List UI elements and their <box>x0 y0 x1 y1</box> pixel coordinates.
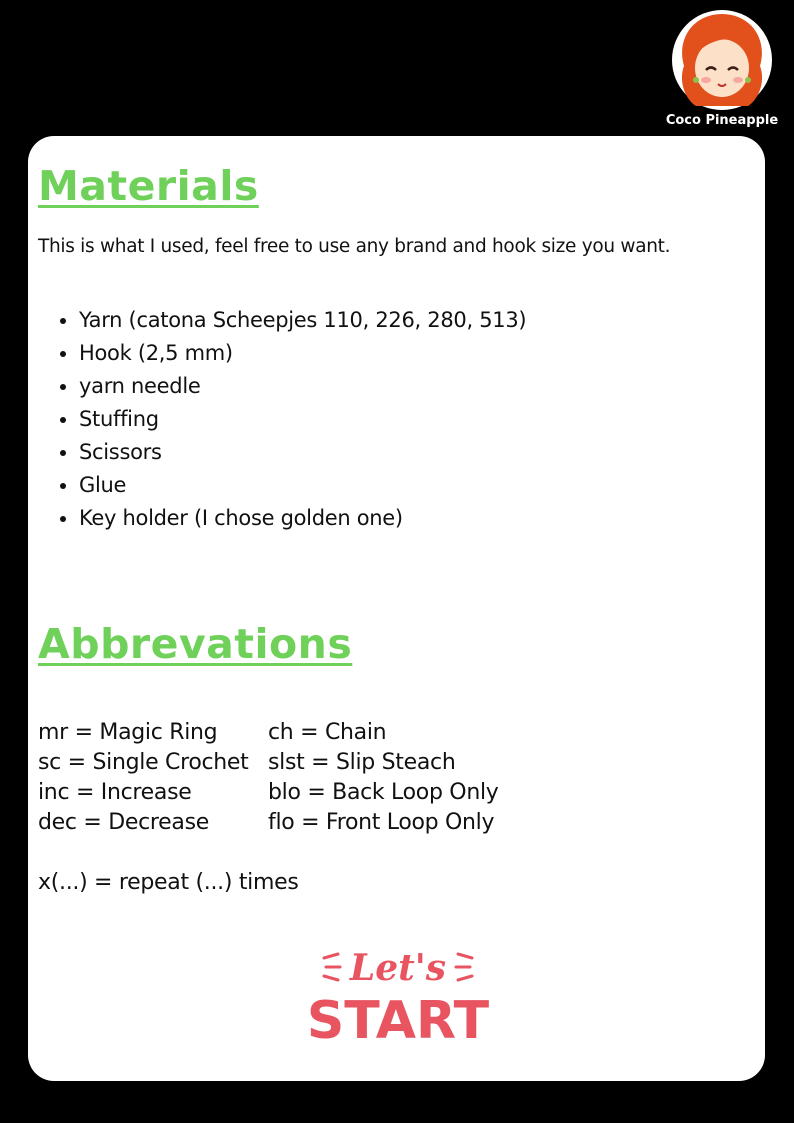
spark-line <box>458 976 472 980</box>
abbreviation-right: blo = Back Loop Only <box>268 780 499 805</box>
spark-line <box>324 954 338 958</box>
abbreviations-heading: Abbrevations <box>38 620 353 668</box>
list-item: • Yarn (catona Scheepjes 110, 226, 280, 513) <box>79 304 526 337</box>
brand-logo <box>660 8 784 136</box>
avatar-illustration <box>670 8 774 112</box>
abbreviation-left: inc = Increase <box>38 780 192 805</box>
lets-text: Let's <box>349 947 447 989</box>
list-item: • Glue <box>79 469 526 502</box>
materials-list <box>38 304 526 535</box>
list-item: • yarn needle <box>79 370 526 403</box>
start-text: START <box>306 991 490 1051</box>
brand-name: Coco Pineapple <box>665 113 779 128</box>
abbreviation-right: ch = Chain <box>268 720 387 745</box>
content-card <box>28 136 765 1081</box>
list-item: • Key holder (I chose golden one) <box>79 502 526 535</box>
abbreviation-left: dec = Decrease <box>38 810 209 835</box>
abbreviation-left: sc = Single Crochet <box>38 750 249 775</box>
repeat-note: x(...) = repeat (...) times <box>38 870 299 895</box>
list-item: • Hook (2,5 mm) <box>79 337 526 370</box>
materials-heading: Materials <box>38 162 259 210</box>
spark-line <box>458 954 472 958</box>
spark-line <box>324 976 338 980</box>
list-item: • Stuffing <box>79 403 526 436</box>
abbreviation-right: slst = Slip Steach <box>268 750 456 775</box>
abbreviation-right: flo = Front Loop Only <box>268 810 495 835</box>
list-item: • Scissors <box>79 436 526 469</box>
materials-intro: This is what I used, feel free to use any brand and hook size you want. <box>38 236 671 257</box>
abbreviation-left: mr = Magic Ring <box>38 720 218 745</box>
lets-start-graphic <box>306 936 490 1051</box>
